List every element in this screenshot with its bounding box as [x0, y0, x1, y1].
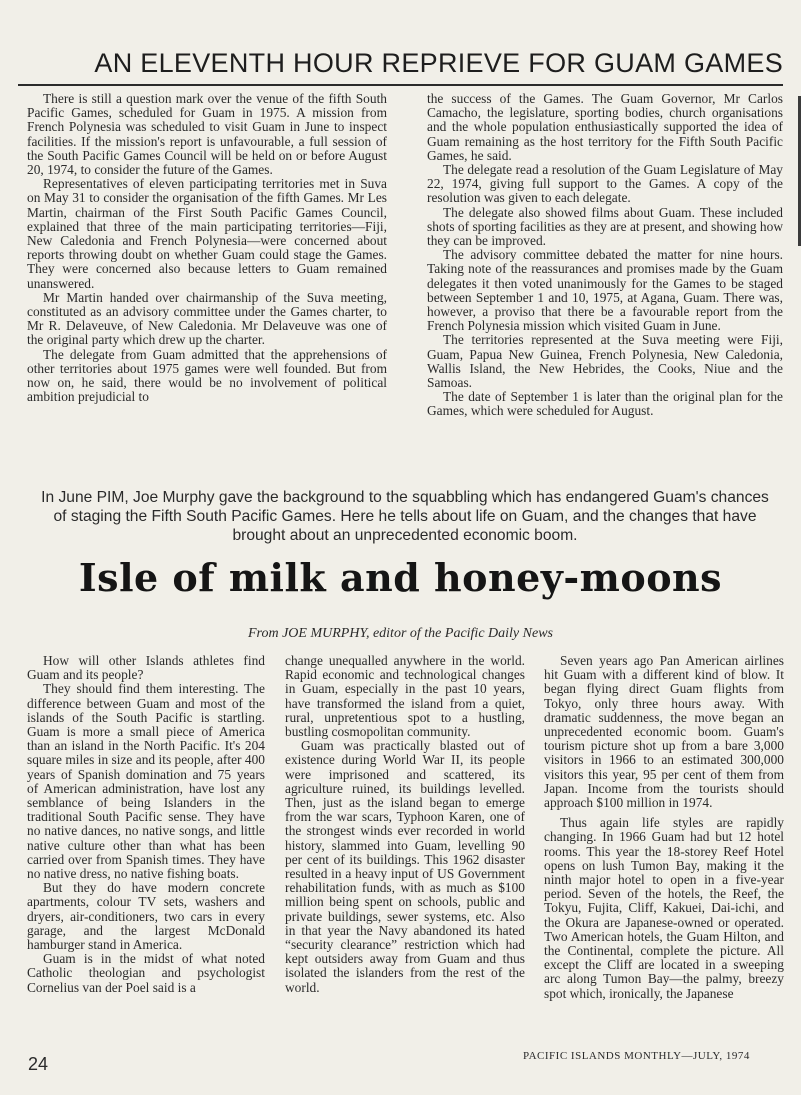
article2-deck: In June PIM, Joe Murphy gave the background to the squabbling which has endangered Guam's chances of staging the Fifth South Pacific Games. Here he tells about life on Guam, and the changes that have brought about an unprecedented economic boom.: [41, 489, 769, 544]
article1-column-right: [427, 92, 783, 419]
paragraph: Guam was practically blasted out of existence during World War II, its people were imprisoned and scattered, its agriculture ruined, its buildings levelled. Then, just as the island began to emerge from the war scars, Typhoon Karen, one of the strongest winds ever recorded in world history, slammed into Guam, levelling 90 per cent of its buildings. This 1962 disaster resulted in a heavy input of US Government rehabilitation funds, with as much as $100 million being spent on schools, public and private buildings, sewer systems, etc. Also in that year the Navy abandoned its hated “security clearance” restriction which had kept outsiders away from Guam and thus isolated the islanders from the rest of the world.: [285, 738, 525, 995]
paragraph: Representatives of eleven participating territories met in Suva on May 31 to consider the organisation of the fifth Games. Mr Les Martin, chairman of the First South Pacific Games Council, explained that three of the main participating territories—Fiji, New Caledonia and French Polynesia—were concerned about reports throwing doubt on whether Guam could stage the Games. They were concerned also because letters to Guam remained unanswered.: [27, 176, 387, 291]
paragraph: The delegate read a resolution of the Guam Legislature of May 22, 1974, giving full support to the Games. A copy of the resolution was given to each delegate.: [427, 162, 783, 206]
paragraph: Guam is in the midst of what noted Catholic theologian and psychologist Cornelius van der Poel said is a: [27, 951, 265, 995]
paragraph: The delegate from Guam admitted that the apprehensions of other territories about 1975 games were well founded. But from now on, he said, there would be no involvement of political ambition prejudicial to: [27, 346, 387, 405]
article1-column-left: [27, 92, 387, 404]
article2-title: Isle of milk and honey-moons: [78, 555, 723, 600]
article2-column-3: [544, 654, 784, 1001]
page-number: 24: [28, 1054, 49, 1074]
paragraph: Mr Martin handed over chairmanship of the Suva meeting, constituted as an advisory committee under the Games charter, to Mr R. Delaveuve, of New Caledonia. Mr Delaveuve was one of the original party which drew up the charter.: [27, 289, 387, 348]
paragraph: The delegate also showed films about Guam. These included shots of sporting facilities as they are at present, and showing how they can be improved.: [427, 204, 783, 249]
article-headline: AN ELEVENTH HOUR REPRIEVE FOR GUAM GAMES: [94, 48, 783, 78]
article2-byline: From JOE MURPHY, editor of the Pacific Daily News: [248, 626, 553, 641]
paragraph: They should find them interesting. The difference between Guam and most of the islands of the South Pacific is startling. Guam is more a small piece of America than an island in the North Pacific. It's 204 square miles in size and its people, after 400 years of Spanish domination and 75 years of American administration, have lost any semblance of being Islanders in the traditional South Pacific sense. They have no native dances, no native songs, and little native culture other than what has been carried over from Spanish times. They have no native dress, no native fishing boats.: [27, 681, 265, 882]
paragraph: Thus again life styles are rapidly changing. In 1966 Guam had but 12 hotel rooms. This year the 18-storey Reef Hotel opens on lush Tumon Bay, making it the ninth major hotel to open in a five-year period. Seven of the hotels, the Reef, the Tokyu, Fujita, Cliff, Kakuei, Dai-ichi, and the Okura are Japanese-owned or operated. Two American hotels, the Guam Hilton, and the Continental, complete the picture. All except the Cliff are located in a sweeping arc along Tumon Bay—the palmy, breezy spot which, ironically, the Japanese: [544, 815, 784, 1001]
paragraph: There is still a question mark over the venue of the fifth South Pacific Games, scheduled for Guam in 1975. A mission from French Polynesia was scheduled to visit Guam in June to inspect facilities. If the mission's report is unfavourable, a full session of the South Pacific Games Council will be held on or before August 20, 1974, to consider the future of the Games.: [27, 91, 387, 178]
paragraph: the success of the Games. The Guam Governor, Mr Carlos Camacho, the legislature, sporting bodies, church organisations and the whole population enthusiastically supported the idea of Guam remaining as the host territory for the Fifth South Pacific Games, he said.: [427, 91, 783, 163]
paragraph: How will other Islands athletes find Guam and its people?: [27, 653, 265, 683]
paragraph: Seven years ago Pan American airlines hit Guam with a different kind of blow. It began flying direct Guam flights from Tokyo, only three hours away. With dramatic suddenness, the move began an unprecedented economic boom. Guam's tourism picture shot up from a bare 3,000 visitors in 1966 to an estimated 300,000 visitors this year, 95 per cent of them from Japan. Income from the tourists should approach $100 million in 1974.: [544, 653, 784, 811]
paragraph: change unequalled anywhere in the world. Rapid economic and technological changes in Guam, especially in the past 10 years, have transformed the island from a quiet, rural, unpretentious spot to a hustling, bustling cosmopolitan community.: [285, 653, 525, 740]
paragraph: The advisory committee debated the matter for nine hours. Taking note of the reassurances and promises made by the Guam delegates it then voted unanimously for the Games to be staged between September 1 and 10, 1975, at Agana, Guam. There was, however, a proviso that there be a favourable report from the French Polynesia mission which visited Guam in June.: [427, 247, 783, 334]
article2-column-2: [285, 654, 525, 995]
article2-column-1: [27, 654, 265, 995]
publication-footer: PACIFIC ISLANDS MONTHLY—JULY, 1974: [523, 1050, 750, 1062]
paragraph: But they do have modern concrete apartments, colour TV sets, washers and dryers, air-conditioners, two cars in every garage, and the largest McDonald hamburger stand in America.: [27, 880, 265, 953]
paragraph: The territories represented at the Suva meeting were Fiji, Guam, Papua New Guinea, French Polynesia, New Caledonia, Wallis Island, the New Hebrides, the Cooks, Niue and the Samoas.: [427, 332, 783, 391]
paragraph: The date of September 1 is later than the original plan for the Games, which were scheduled for August.: [427, 389, 783, 419]
headline-rule: [18, 84, 783, 86]
